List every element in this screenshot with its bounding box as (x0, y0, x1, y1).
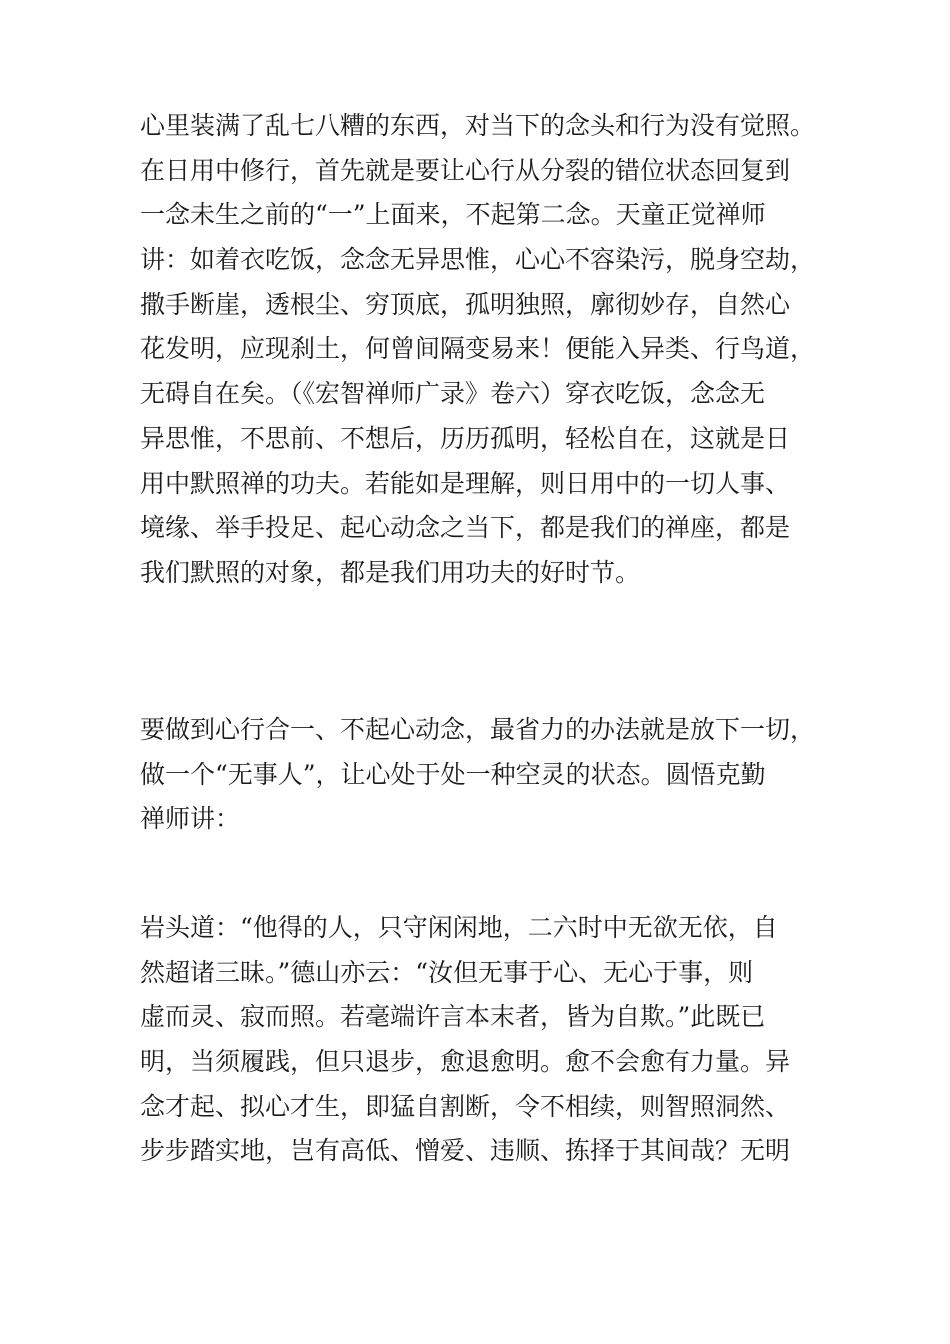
paragraph-3 (140, 906, 830, 1174)
text-line: 岩头道：“他得的人，只守闲闲地，二六时中无欲无依，自 (140, 913, 778, 942)
text-line: 步步踏实地，岂有高低、憎爱、违顺、拣择于其间哉？无明 (140, 1136, 791, 1166)
paragraph-2 (140, 708, 830, 842)
text-line: 在日用中修行，首先就是要让心行从分裂的错位状态回复到 (140, 155, 791, 185)
paragraph-1 (140, 104, 830, 596)
text-line: 用中默照禅的功夫。若能如是理解，则日用中的一切人事、 (140, 468, 791, 498)
text-line: 虚而灵、寂而照。若毫端许言本末者，皆为自欺。”此既已 (140, 1002, 766, 1032)
text-line: 禅师讲： (140, 804, 241, 834)
text-line: 境缘、举手投足、起心动念之当下，都是我们的禅座，都是 (140, 513, 791, 543)
text-line: 花发明，应现刹土，何曾间隔变易来！便能入异类、行鸟道， (140, 334, 816, 364)
text-line: 一念未生之前的“一”上面来，不起第二念。天童正觉禅师 (140, 200, 766, 230)
text-line: 然超诸三昧。”德山亦云：“汝但无事于心、无心于事，则 (140, 957, 754, 987)
text-line: 无碍自在矣。（《宏智禅师广录》卷六）穿衣吃饭，念念无 (140, 379, 766, 409)
text-line: 明，当须履践，但只退步，愈退愈明。愈不会愈有力量。异 (140, 1047, 791, 1077)
text-line: 要做到心行合一、不起心动念，最省力的办法就是放下一切， (140, 715, 816, 744)
text-line: 心里装满了乱七八糟的东西，对当下的念头和行为没有觉照。 (140, 111, 816, 140)
text-line: 念才起、拟心才生，即猛自割断，令不相续，则智照洞然、 (140, 1091, 791, 1121)
text-line: 讲：如着衣吃饭，念念无异思惟，心心不容染污，脱身空劫， (140, 245, 816, 275)
text-line: 异思惟，不思前、不想后，历历孤明，轻松自在，这就是日 (140, 423, 791, 453)
text-line: 撒手断崖，透根尘、穷顶底，孤明独照，廓彻妙存，自然心 (140, 289, 791, 319)
text-line: 我们默照的对象，都是我们用功夫的好时节。 (140, 557, 641, 587)
text-line: 做一个“无事人”，让心处于处一种空灵的状态。圆悟克勤 (140, 759, 766, 789)
